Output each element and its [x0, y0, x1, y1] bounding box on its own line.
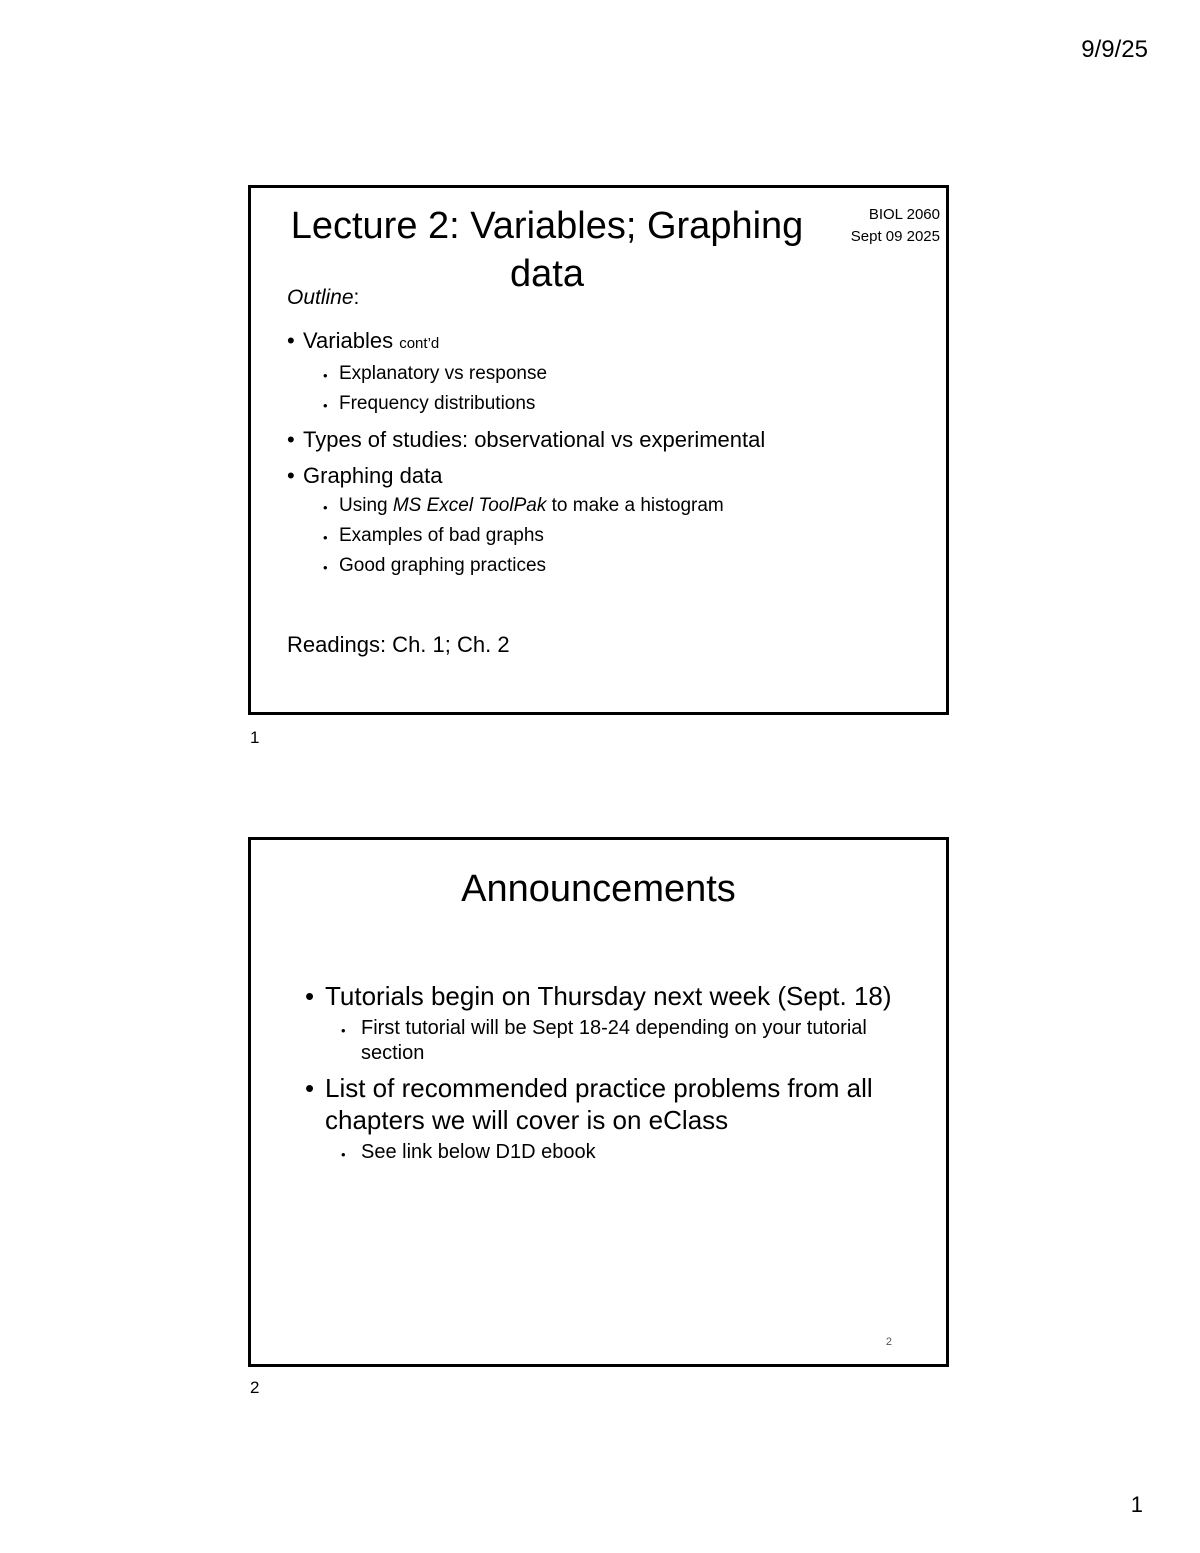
list-item: • Examples of bad graphs	[323, 521, 907, 551]
slide-1	[248, 185, 949, 715]
page-number: 1	[1130, 1492, 1143, 1517]
list-item: • Explanatory vs response	[323, 359, 907, 389]
list-item: • Using MS Excel ToolPak to make a histogram	[323, 491, 907, 521]
slide-title: Lecture 2: Variables; Graphing data	[290, 205, 804, 295]
list-item: • Types of studies: observational vs experimental	[287, 425, 907, 455]
slide-number: 1	[250, 728, 260, 747]
list-item: • Tutorials begin on Thursday next week (Sept. 18)	[305, 980, 905, 1012]
slide-number: 2	[250, 1378, 260, 1397]
course-info	[851, 204, 940, 248]
list-item: • Good graphing practices	[323, 551, 907, 581]
outline-list	[287, 326, 907, 581]
page-date: 9/9/25	[1081, 36, 1148, 63]
slide-2	[248, 837, 949, 1367]
slide-title: Announcements	[461, 868, 736, 910]
readings: Readings: Ch. 1; Ch. 2	[287, 632, 510, 657]
list-item: • List of recommended practice problems from all chapters we will cover is on eClass	[305, 1072, 905, 1136]
outline-label: Outline:	[287, 286, 360, 309]
announcement-list	[305, 980, 905, 1165]
list-item: • Frequency distributions	[323, 389, 907, 419]
list-item: • First tutorial will be Sept 18-24 depending on your tutorial section	[341, 1016, 905, 1066]
slide-footer-number: 2	[885, 1336, 892, 1348]
course-code: BIOL 2060	[868, 206, 940, 223]
list-item: • Graphing data	[287, 461, 907, 491]
list-item: • See link below D1D ebook	[341, 1140, 905, 1165]
list-item: • Variables cont’d	[287, 326, 907, 359]
lecture-date: Sept 09 2025	[850, 228, 940, 245]
